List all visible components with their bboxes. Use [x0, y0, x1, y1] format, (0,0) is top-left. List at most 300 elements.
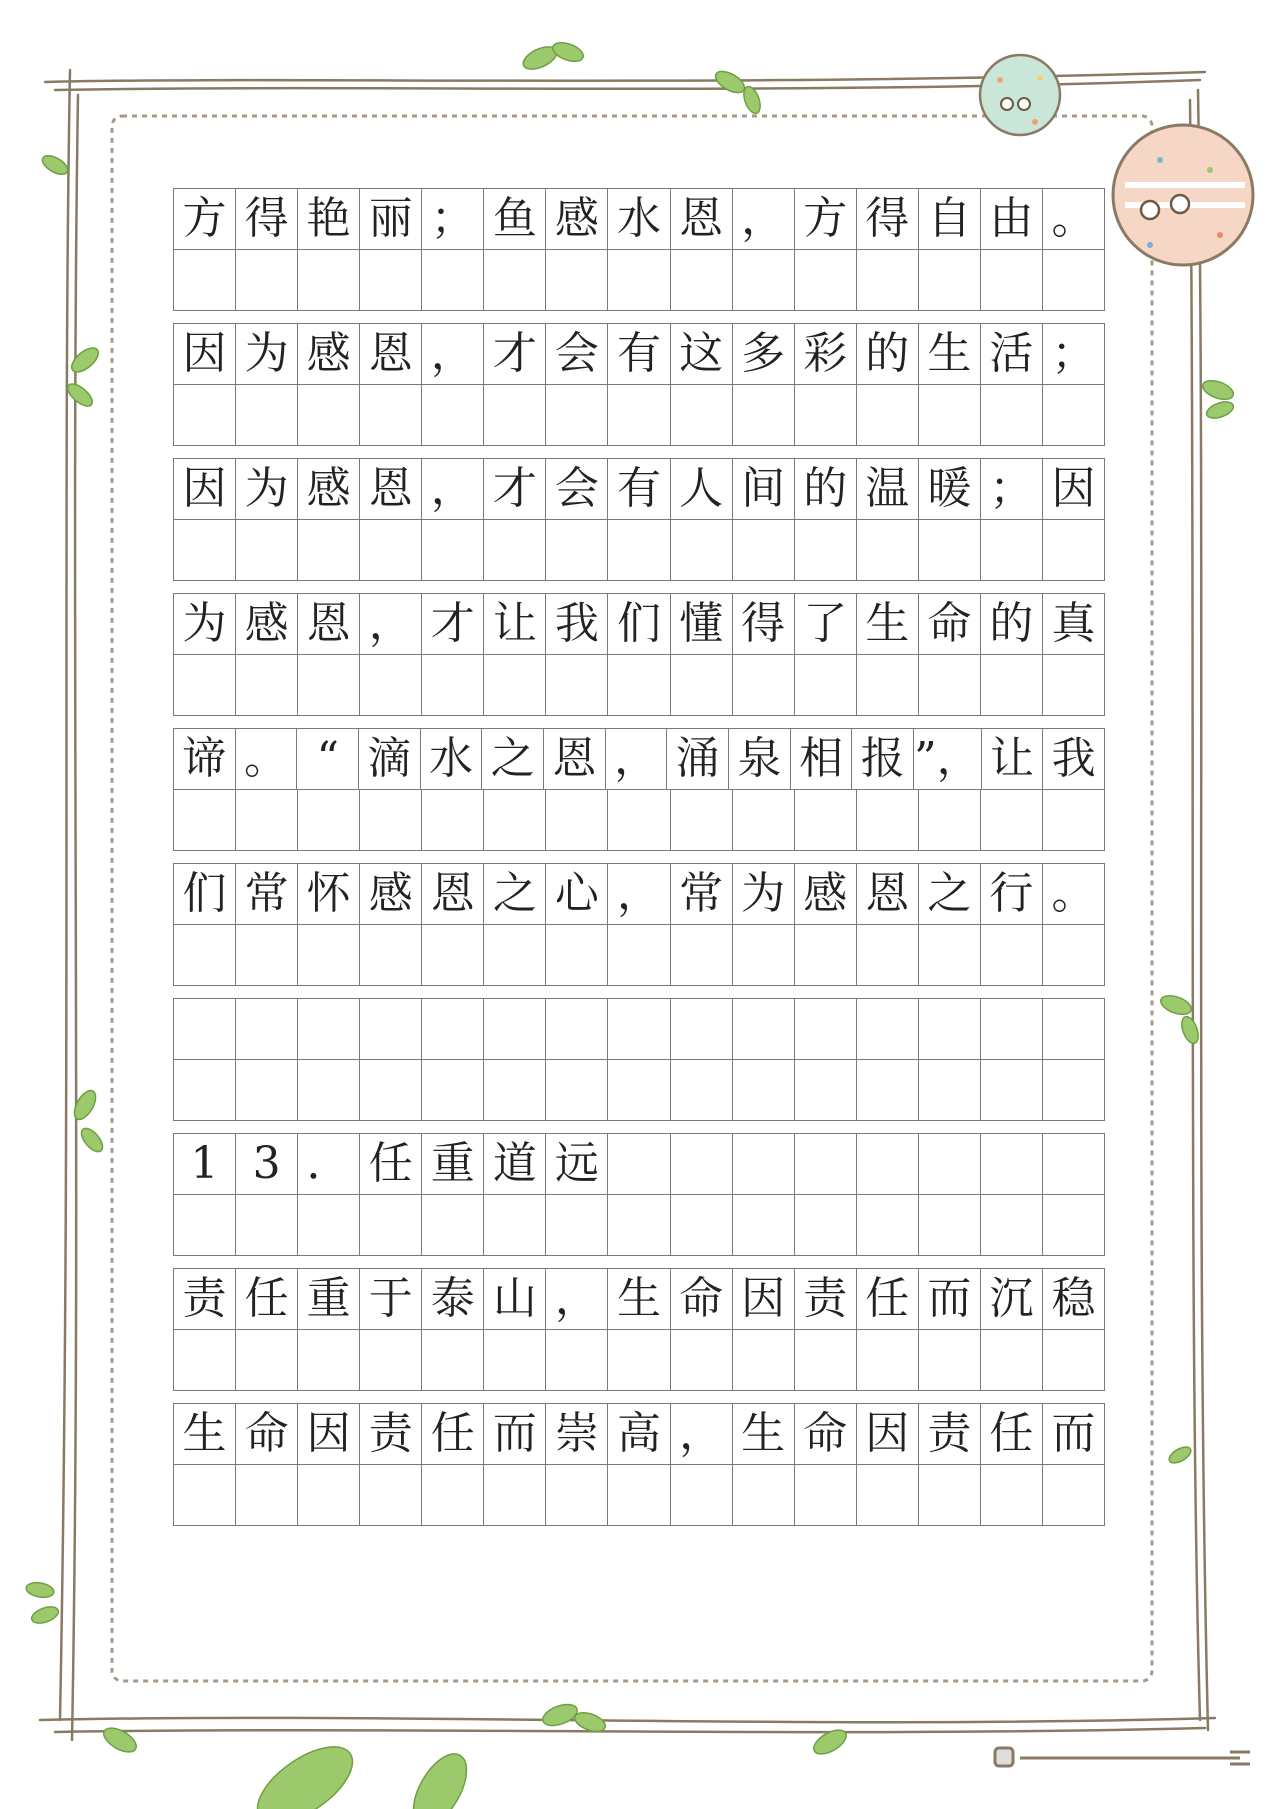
grid-row-pair — [173, 998, 1105, 1121]
grid-cell — [981, 999, 1043, 1060]
practice-cell — [1043, 790, 1105, 851]
grid-cell — [795, 1134, 857, 1195]
practice-cell — [608, 1330, 670, 1391]
practice-cell — [360, 790, 422, 851]
practice-cell — [1043, 1060, 1105, 1121]
practice-cell — [857, 1195, 919, 1256]
practice-cell — [546, 1330, 608, 1391]
grid-cell: ； — [422, 189, 484, 250]
practice-cell — [174, 655, 236, 716]
practice-cell — [422, 1465, 484, 1526]
grid-cell: 水 — [421, 729, 483, 790]
grid-cell: 而 — [484, 1404, 546, 1465]
practice-cell — [546, 655, 608, 716]
grid-cell: 得 — [733, 594, 795, 655]
practice-cell — [174, 1060, 236, 1121]
grid-cell: 的 — [981, 594, 1043, 655]
practice-cell — [1043, 520, 1105, 581]
practice-cell — [484, 790, 546, 851]
grid-cell: 相 — [791, 729, 853, 790]
grid-cell — [1043, 1134, 1105, 1195]
grid-cell — [608, 1134, 670, 1195]
practice-cell — [671, 1195, 733, 1256]
grid-cell: ， — [422, 324, 484, 385]
grid-cell: 1 — [174, 1134, 236, 1195]
grid-cell: 责 — [360, 1404, 422, 1465]
practice-cell — [484, 925, 546, 986]
practice-cell — [981, 520, 1043, 581]
practice-cell — [919, 385, 981, 446]
grid-cell — [857, 1134, 919, 1195]
grid-cell: 们 — [174, 864, 236, 925]
text-row — [173, 728, 1105, 790]
grid-cell: 为 — [236, 324, 298, 385]
grid-row-pair — [173, 863, 1105, 986]
practice-cell — [857, 655, 919, 716]
grid-cell: 3 — [236, 1134, 298, 1195]
practice-cell — [298, 1465, 360, 1526]
grid-cell: 暖 — [919, 459, 981, 520]
practice-cell — [236, 520, 298, 581]
grid-cell: 责 — [174, 1269, 236, 1330]
practice-cell — [671, 250, 733, 311]
grid-cell: 命 — [236, 1404, 298, 1465]
grid-cell: 远 — [546, 1134, 608, 1195]
practice-cell — [857, 250, 919, 311]
grid-cell: 命 — [919, 594, 981, 655]
grid-cell — [546, 999, 608, 1060]
practice-cell — [981, 925, 1043, 986]
practice-cell — [484, 1330, 546, 1391]
text-row — [173, 1133, 1105, 1195]
practice-row — [173, 1465, 1105, 1526]
grid-cell: 丽 — [360, 189, 422, 250]
practice-cell — [981, 655, 1043, 716]
grid-cell: 滴 — [359, 729, 421, 790]
grid-cell: 活 — [981, 324, 1043, 385]
text-row — [173, 458, 1105, 520]
grid-cell: ， — [671, 1404, 733, 1465]
grid-cell: 才 — [484, 459, 546, 520]
practice-cell — [174, 385, 236, 446]
practice-cell — [546, 250, 608, 311]
grid-cell: 鱼 — [484, 189, 546, 250]
grid-cell — [919, 999, 981, 1060]
practice-cell — [608, 385, 670, 446]
grid-cell: 感 — [795, 864, 857, 925]
practice-cell — [174, 1330, 236, 1391]
grid-cell — [857, 999, 919, 1060]
button-decoration-pink — [1113, 125, 1253, 265]
grid-cell — [795, 999, 857, 1060]
grid-cell: 恩 — [360, 324, 422, 385]
practice-cell — [174, 250, 236, 311]
grid-cell: 重 — [298, 1269, 360, 1330]
practice-cell — [671, 655, 733, 716]
grid-cell: ， — [546, 1269, 608, 1330]
grid-cell: 让 — [982, 729, 1044, 790]
practice-cell — [981, 385, 1043, 446]
practice-cell — [733, 1060, 795, 1121]
grid-cell: ”， — [914, 729, 982, 790]
grid-cell: 由 — [981, 189, 1043, 250]
grid-cell — [422, 999, 484, 1060]
practice-cell — [484, 385, 546, 446]
practice-cell — [671, 790, 733, 851]
grid-cell: 自 — [919, 189, 981, 250]
practice-cell — [360, 1060, 422, 1121]
practice-cell — [919, 1330, 981, 1391]
practice-cell — [795, 1195, 857, 1256]
practice-cell — [671, 385, 733, 446]
grid-cell — [298, 999, 360, 1060]
button-decoration-green — [980, 55, 1060, 135]
grid-cell: ． — [298, 1134, 360, 1195]
practice-cell — [671, 1465, 733, 1526]
practice-cell — [608, 520, 670, 581]
practice-cell — [1043, 1465, 1105, 1526]
grid-cell: 生 — [857, 594, 919, 655]
practice-cell — [174, 790, 236, 851]
practice-cell — [360, 1195, 422, 1256]
grid-row-pair — [173, 728, 1105, 851]
grid-cell: 任 — [360, 1134, 422, 1195]
grid-cell: 因 — [174, 324, 236, 385]
practice-cell — [174, 520, 236, 581]
practice-cell — [484, 1195, 546, 1256]
grid-cell: 生 — [733, 1404, 795, 1465]
grid-row-pair — [173, 1133, 1105, 1256]
text-row — [173, 1403, 1105, 1465]
practice-cell — [546, 520, 608, 581]
grid-cell: 而 — [1043, 1404, 1105, 1465]
grid-cell: 任 — [422, 1404, 484, 1465]
grid-cell — [671, 1134, 733, 1195]
practice-cell — [981, 1060, 1043, 1121]
grid-cell: 。 — [1043, 189, 1105, 250]
practice-cell — [608, 1465, 670, 1526]
grid-row-pair — [173, 593, 1105, 716]
practice-cell — [422, 1195, 484, 1256]
grid-cell: 的 — [795, 459, 857, 520]
grid-cell: “ — [297, 729, 359, 790]
practice-cell — [360, 385, 422, 446]
practice-cell — [981, 1195, 1043, 1256]
practice-cell — [546, 1465, 608, 1526]
practice-cell — [795, 385, 857, 446]
grid-cell: 会 — [546, 459, 608, 520]
grid-cell: 才 — [484, 324, 546, 385]
grid-cell: 责 — [919, 1404, 981, 1465]
practice-cell — [795, 790, 857, 851]
practice-cell — [857, 925, 919, 986]
grid-cell: 于 — [360, 1269, 422, 1330]
grid-cell: 这 — [671, 324, 733, 385]
grid-cell: 生 — [174, 1404, 236, 1465]
grid-cell: 命 — [795, 1404, 857, 1465]
practice-cell — [236, 655, 298, 716]
practice-cell — [733, 250, 795, 311]
grid-cell — [236, 999, 298, 1060]
practice-cell — [236, 1465, 298, 1526]
practice-cell — [236, 1060, 298, 1121]
grid-cell: 生 — [919, 324, 981, 385]
grid-cell: ； — [981, 459, 1043, 520]
grid-cell: 恩 — [857, 864, 919, 925]
grid-cell: 恩 — [544, 729, 606, 790]
practice-row — [173, 655, 1105, 716]
grid-cell: 彩 — [795, 324, 857, 385]
grid-cell: 之 — [482, 729, 544, 790]
grid-cell: ， — [608, 864, 670, 925]
practice-cell — [795, 1330, 857, 1391]
practice-cell — [733, 520, 795, 581]
grid-cell — [733, 999, 795, 1060]
grid-cell: 有 — [608, 324, 670, 385]
grid-cell: 生 — [608, 1269, 670, 1330]
practice-cell — [174, 1195, 236, 1256]
practice-cell — [298, 1195, 360, 1256]
practice-cell — [484, 655, 546, 716]
grid-cell: 常 — [671, 864, 733, 925]
practice-cell — [546, 1195, 608, 1256]
grid-cell: 恩 — [298, 594, 360, 655]
text-row — [173, 323, 1105, 385]
grid-cell: 恩 — [360, 459, 422, 520]
practice-cell — [795, 1465, 857, 1526]
practice-cell — [422, 925, 484, 986]
practice-cell — [608, 1060, 670, 1121]
scroll-ornament — [995, 1748, 1250, 1766]
practice-cell — [1043, 385, 1105, 446]
grid-cell: 人 — [671, 459, 733, 520]
grid-cell: 重 — [422, 1134, 484, 1195]
grid-cell: 报 — [852, 729, 914, 790]
grid-cell: 山 — [484, 1269, 546, 1330]
text-row — [173, 593, 1105, 655]
grid-cell: 我 — [546, 594, 608, 655]
grid-cell: 的 — [857, 324, 919, 385]
grid-cell: 行 — [981, 864, 1043, 925]
practice-cell — [733, 790, 795, 851]
practice-cell — [236, 790, 298, 851]
practice-cell — [298, 1060, 360, 1121]
grid-cell: 了 — [795, 594, 857, 655]
grid-cell: 真 — [1043, 594, 1105, 655]
practice-cell — [857, 520, 919, 581]
grid-cell: 多 — [733, 324, 795, 385]
grid-cell: 我 — [1043, 729, 1105, 790]
practice-cell — [857, 790, 919, 851]
practice-cell — [795, 655, 857, 716]
grid-cell — [919, 1134, 981, 1195]
grid-cell: 泉 — [729, 729, 791, 790]
practice-cell — [236, 1195, 298, 1256]
practice-cell — [733, 925, 795, 986]
grid-cell: 懂 — [671, 594, 733, 655]
grid-cell: 因 — [174, 459, 236, 520]
grid-cell: 恩 — [422, 864, 484, 925]
grid-cell: 道 — [484, 1134, 546, 1195]
practice-cell — [360, 250, 422, 311]
grid-cell: 责 — [795, 1269, 857, 1330]
grid-cell: 因 — [298, 1404, 360, 1465]
grid-cell — [733, 1134, 795, 1195]
practice-cell — [733, 1330, 795, 1391]
practice-cell — [484, 1465, 546, 1526]
grid-cell: 艳 — [298, 189, 360, 250]
practice-cell — [671, 1060, 733, 1121]
practice-cell — [422, 520, 484, 581]
grid-cell: ， — [606, 729, 668, 790]
practice-cell — [795, 250, 857, 311]
grid-cell: 水 — [608, 189, 670, 250]
practice-cell — [919, 1060, 981, 1121]
practice-cell — [981, 250, 1043, 311]
grid-cell: ， — [733, 189, 795, 250]
grid-cell: 谛 — [174, 729, 236, 790]
grid-cell: 有 — [608, 459, 670, 520]
practice-row — [173, 1060, 1105, 1121]
grid-row-pair — [173, 458, 1105, 581]
grid-cell — [1043, 999, 1105, 1060]
practice-cell — [733, 655, 795, 716]
grid-cell: 高 — [608, 1404, 670, 1465]
grid-cell: 间 — [733, 459, 795, 520]
grid-row-pair — [173, 188, 1105, 311]
practice-cell — [733, 1465, 795, 1526]
practice-cell — [1043, 925, 1105, 986]
grid-cell: 泰 — [422, 1269, 484, 1330]
practice-cell — [1043, 1330, 1105, 1391]
practice-cell — [795, 925, 857, 986]
practice-cell — [422, 655, 484, 716]
practice-cell — [298, 1330, 360, 1391]
practice-cell — [919, 925, 981, 986]
practice-cell — [360, 655, 422, 716]
grid-cell — [671, 999, 733, 1060]
grid-cell: 任 — [857, 1269, 919, 1330]
grid-cell — [360, 999, 422, 1060]
grid-cell: 。 — [236, 729, 298, 790]
practice-cell — [919, 790, 981, 851]
grid-cell: 因 — [733, 1269, 795, 1330]
practice-cell — [981, 1330, 1043, 1391]
practice-row — [173, 1330, 1105, 1391]
practice-cell — [608, 1195, 670, 1256]
text-row — [173, 188, 1105, 250]
grid-cell: 为 — [236, 459, 298, 520]
practice-row — [173, 250, 1105, 311]
grid-cell: 命 — [671, 1269, 733, 1330]
grid-cell: 才 — [422, 594, 484, 655]
grid-cell: 恩 — [671, 189, 733, 250]
practice-cell — [981, 1465, 1043, 1526]
practice-cell — [608, 250, 670, 311]
practice-cell — [236, 925, 298, 986]
text-row — [173, 998, 1105, 1060]
practice-cell — [546, 385, 608, 446]
grid-row-pair — [173, 1403, 1105, 1526]
practice-cell — [360, 1330, 422, 1391]
practice-row — [173, 790, 1105, 851]
practice-row — [173, 925, 1105, 986]
practice-cell — [857, 1060, 919, 1121]
practice-cell — [1043, 250, 1105, 311]
grid-cell: 感 — [298, 459, 360, 520]
practice-cell — [298, 520, 360, 581]
grid-cell: 怀 — [298, 864, 360, 925]
practice-cell — [1043, 1195, 1105, 1256]
grid-cell: 得 — [236, 189, 298, 250]
grid-cell: 之 — [919, 864, 981, 925]
practice-cell — [360, 1465, 422, 1526]
practice-cell — [919, 1195, 981, 1256]
grid-cell: 感 — [546, 189, 608, 250]
practice-cell — [671, 1330, 733, 1391]
grid-cell: 感 — [236, 594, 298, 655]
practice-cell — [857, 1330, 919, 1391]
practice-cell — [919, 1465, 981, 1526]
practice-cell — [981, 790, 1043, 851]
practice-cell — [1043, 655, 1105, 716]
practice-cell — [298, 655, 360, 716]
grid-cell: 稳 — [1043, 1269, 1105, 1330]
practice-row — [173, 1195, 1105, 1256]
practice-cell — [484, 250, 546, 311]
practice-cell — [857, 1465, 919, 1526]
practice-cell — [795, 520, 857, 581]
grid-row-pair — [173, 323, 1105, 446]
practice-cell — [919, 520, 981, 581]
practice-cell — [174, 925, 236, 986]
grid-cell: 因 — [1043, 459, 1105, 520]
practice-cell — [546, 790, 608, 851]
text-row — [173, 863, 1105, 925]
practice-cell — [546, 925, 608, 986]
practice-cell — [174, 1465, 236, 1526]
grid-cell: 任 — [981, 1404, 1043, 1465]
grid-cell — [484, 999, 546, 1060]
grid-cell: 心 — [546, 864, 608, 925]
practice-cell — [608, 925, 670, 986]
practice-cell — [422, 385, 484, 446]
grid-cell: 因 — [857, 1404, 919, 1465]
practice-cell — [608, 790, 670, 851]
grid-cell: 常 — [236, 864, 298, 925]
practice-row — [173, 520, 1105, 581]
writing-grid — [173, 188, 1105, 1526]
practice-cell — [422, 1330, 484, 1391]
grid-cell — [608, 999, 670, 1060]
grid-cell: 温 — [857, 459, 919, 520]
grid-cell: 而 — [919, 1269, 981, 1330]
practice-cell — [919, 655, 981, 716]
practice-cell — [422, 250, 484, 311]
grid-cell: 方 — [174, 189, 236, 250]
practice-cell — [733, 1195, 795, 1256]
grid-cell: ， — [422, 459, 484, 520]
grid-cell: 得 — [857, 189, 919, 250]
text-row — [173, 1268, 1105, 1330]
practice-cell — [360, 520, 422, 581]
practice-cell — [298, 925, 360, 986]
grid-cell: 会 — [546, 324, 608, 385]
practice-cell — [484, 1060, 546, 1121]
grid-cell: 感 — [360, 864, 422, 925]
grid-cell: 任 — [236, 1269, 298, 1330]
grid-cell: 感 — [298, 324, 360, 385]
